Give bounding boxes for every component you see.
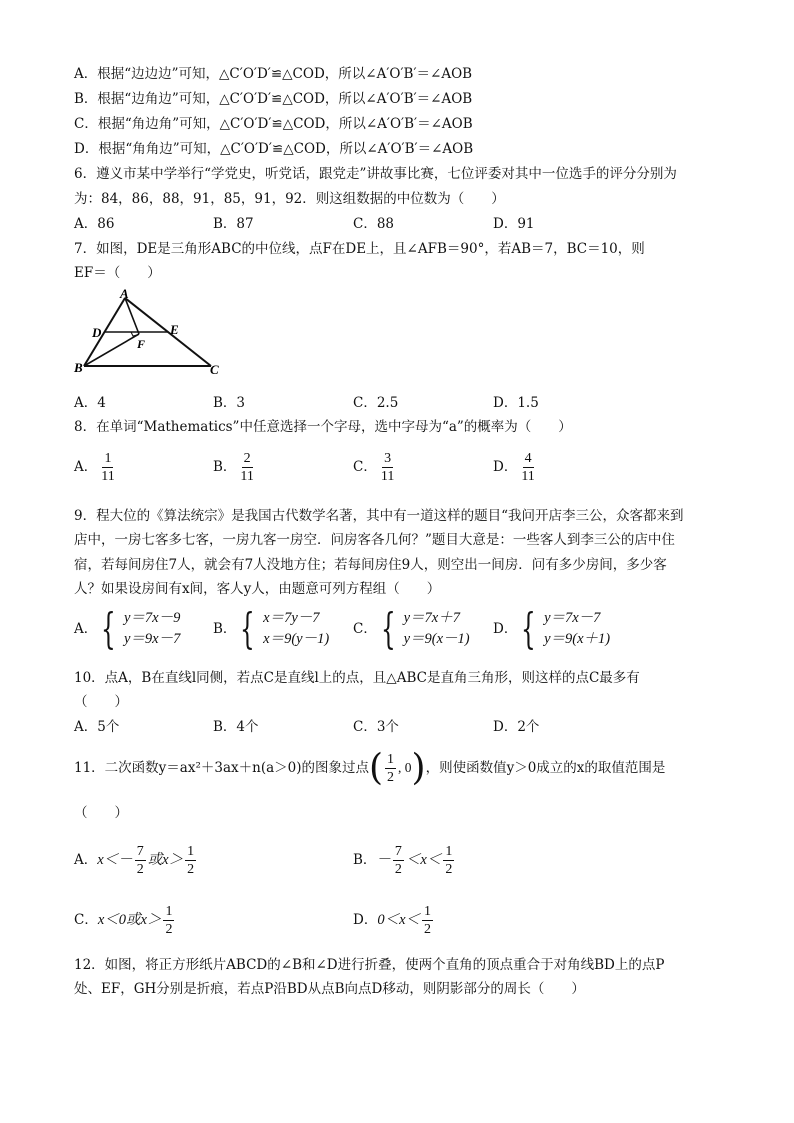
q9-option-a: A． { y＝7x－9 y＝9x－7 (74, 604, 181, 653)
q11-point-rest: , 0 (398, 760, 412, 775)
q10-option-a: A．5个 (74, 719, 120, 735)
q5-option-d: D．根据“角角边”可知，△C′O′D′≌△COD，所以∠A′O′B′＝∠AOB (74, 141, 474, 157)
q11-stem-line2: （ ） (74, 805, 128, 821)
q11-option-c: C．x＜0或x＞ $\frac{1}{2}$ (74, 904, 173, 937)
q7-option-d: D．1.5 (493, 395, 539, 411)
q11-option-b: B．－ $\frac{7}{2}$ ＜x＜ $\frac{1}{2}$ (353, 844, 453, 877)
q5-option-c: C．根据“角边角”可知，△C′O′D′≌△COD，所以∠A′O′B′＝∠AOB (74, 116, 473, 132)
q11-option-a: A．x＜－ $\frac{7}{2}$ 或x＞ $\frac{1}{2}$ (74, 844, 195, 877)
q10-option-b: B．4个 (213, 719, 259, 735)
fraction: $\frac{1}{2}$ (424, 904, 432, 937)
q6-option-a: A．86 (74, 216, 115, 232)
q9-option-d: D． { y＝7x－7 y＝9(x＋1) (493, 604, 611, 653)
q5-option-b: B．根据“边角边”可知，△C′O′D′≌△COD，所以∠A′O′B′＝∠AOB (74, 91, 473, 107)
q11-stem-part-a: 11．二次函数y＝ax²＋3ax＋n(a＞0)的图象过点 (74, 760, 369, 776)
q10-option-c: C．3个 (353, 719, 399, 735)
q8-option-c-label: C． (353, 459, 377, 475)
q7-stem-line1: 7．如图，DE是三角形ABC的中位线，点F在DE上，且∠AFB＝90°，若AB＝7，BC＝10，则 (74, 241, 645, 257)
q8-option-d (493, 450, 539, 485)
paren-open-icon: ( (369, 747, 384, 789)
label-c: C (210, 362, 219, 377)
q8-option-b (213, 450, 258, 485)
q9-stem-line1: 9．程大位的《算法统宗》是我国古代数学名著，其中有一道这样的题目“我问开店李三公，众客都来到 (74, 508, 684, 524)
brace-icon: { (521, 604, 537, 653)
q9-option-c: C． { y＝7x＋7 y＝9(x－1) (353, 604, 470, 653)
fraction: $\frac{7}{2}$ (136, 844, 144, 877)
q9-stem-line3: 宿，若每间房住7人，就会有7人没地方住；若每间房住9人，则空出一间房．问有多少房间，多少客 (74, 557, 667, 573)
q6-option-b: B．87 (213, 216, 254, 232)
fraction: $\frac{3}{11}$ (380, 451, 395, 484)
q10-stem-line1: 10．点A，B在直线l同侧，若点C是直线l上的点，且△ABC是直角三角形，则这样的点C最多有 (74, 670, 640, 686)
label-f: F (137, 337, 146, 351)
q7-stem-line2: EF＝（ ） (74, 265, 161, 281)
q12-stem-line2: 处、EF，GH分别是折痕，若点P沿BD从点B向点D移动，则阴影部分的周长（ ） (74, 981, 585, 997)
q11-stem-line1 (74, 748, 665, 789)
q11-stem-part-b: ，则使函数值y＞0成立的x的取值范围是 (425, 760, 666, 776)
q8-option-a-label: A． (74, 459, 98, 475)
q9-stem-line4: 人？如果设房间有x间，客人y人，由题意可列方程组（ ） (74, 581, 441, 597)
label-b: B (74, 360, 83, 375)
label-e: E (170, 322, 179, 337)
q7-option-a: A．4 (74, 395, 106, 411)
q9-option-b: B． { x＝7y－7 x＝9(y－1) (213, 604, 330, 653)
fraction: $\frac{1}{2}$ (165, 904, 173, 937)
q7-option-c: C．2.5 (353, 395, 399, 411)
q8-option-b-label: B． (213, 459, 237, 475)
q10-option-d: D．2个 (493, 719, 540, 735)
q5-option-a: A．根据“边边边”可知，△C′O′D′≌△COD，所以∠A′O′B′＝∠AOB (74, 66, 473, 82)
label-a: A (120, 288, 129, 301)
fraction: $\frac{1}{11}$ (101, 451, 115, 484)
q9-stem-line2: 店中，一房七客多七客，一房九客一房空．问房客各几何？”题目大意是：一些客人到李三公的店中住 (74, 532, 675, 548)
fraction: $\frac{4}{11}$ (521, 451, 535, 484)
q9-option-c-label: C． (353, 621, 377, 637)
brace-icon: { (240, 604, 256, 653)
q7-option-b: B．3 (213, 395, 246, 411)
brace-icon: { (380, 604, 396, 653)
q8-option-d-label: D． (493, 459, 518, 475)
label-d: D (92, 325, 102, 340)
fraction: $\frac{7}{2}$ (394, 844, 402, 877)
q6-option-c: C．88 (353, 216, 395, 232)
fraction: $\frac{1}{2}$ (445, 844, 453, 877)
q6-option-d: D．91 (493, 216, 535, 232)
q8-option-a (74, 450, 119, 485)
q7-triangle-figure (72, 288, 222, 378)
fraction: $\frac{2}{11}$ (240, 451, 254, 484)
q11-option-d: D．0＜x＜ $\frac{1}{2}$ (353, 904, 432, 937)
brace-icon: { (101, 604, 116, 653)
q9-option-b-label: B． (213, 621, 237, 637)
fraction: $\frac{1}{2}$ (187, 844, 195, 877)
q9-option-d-label: D． (493, 621, 518, 637)
q6-stem-line2: 为：84，86，88，91，85，91，92．则这组数据的中位数为（ ） (74, 191, 505, 207)
fraction: $\frac{1}{2}$ (387, 752, 395, 785)
q9-option-a-label: A． (74, 621, 98, 637)
q10-stem-line2: （ ） (74, 694, 128, 710)
q12-stem-line1: 12．如图，将正方形纸片ABCD的∠B和∠D进行折叠，使两个直角的顶点重合于对角线BD上的点P (74, 957, 665, 973)
q8-option-c (353, 450, 398, 485)
q8-stem: 8．在单词“Mathematics”中任意选择一个字母，选中字母为“a”的概率为（ ） (74, 419, 572, 435)
paren-close-icon: ) (411, 747, 426, 789)
q6-stem-line1: 6．遵义市某中学举行“学党史，听党话，跟党走”讲故事比赛，七位评委对其中一位选手的评分分别为 (74, 166, 677, 182)
